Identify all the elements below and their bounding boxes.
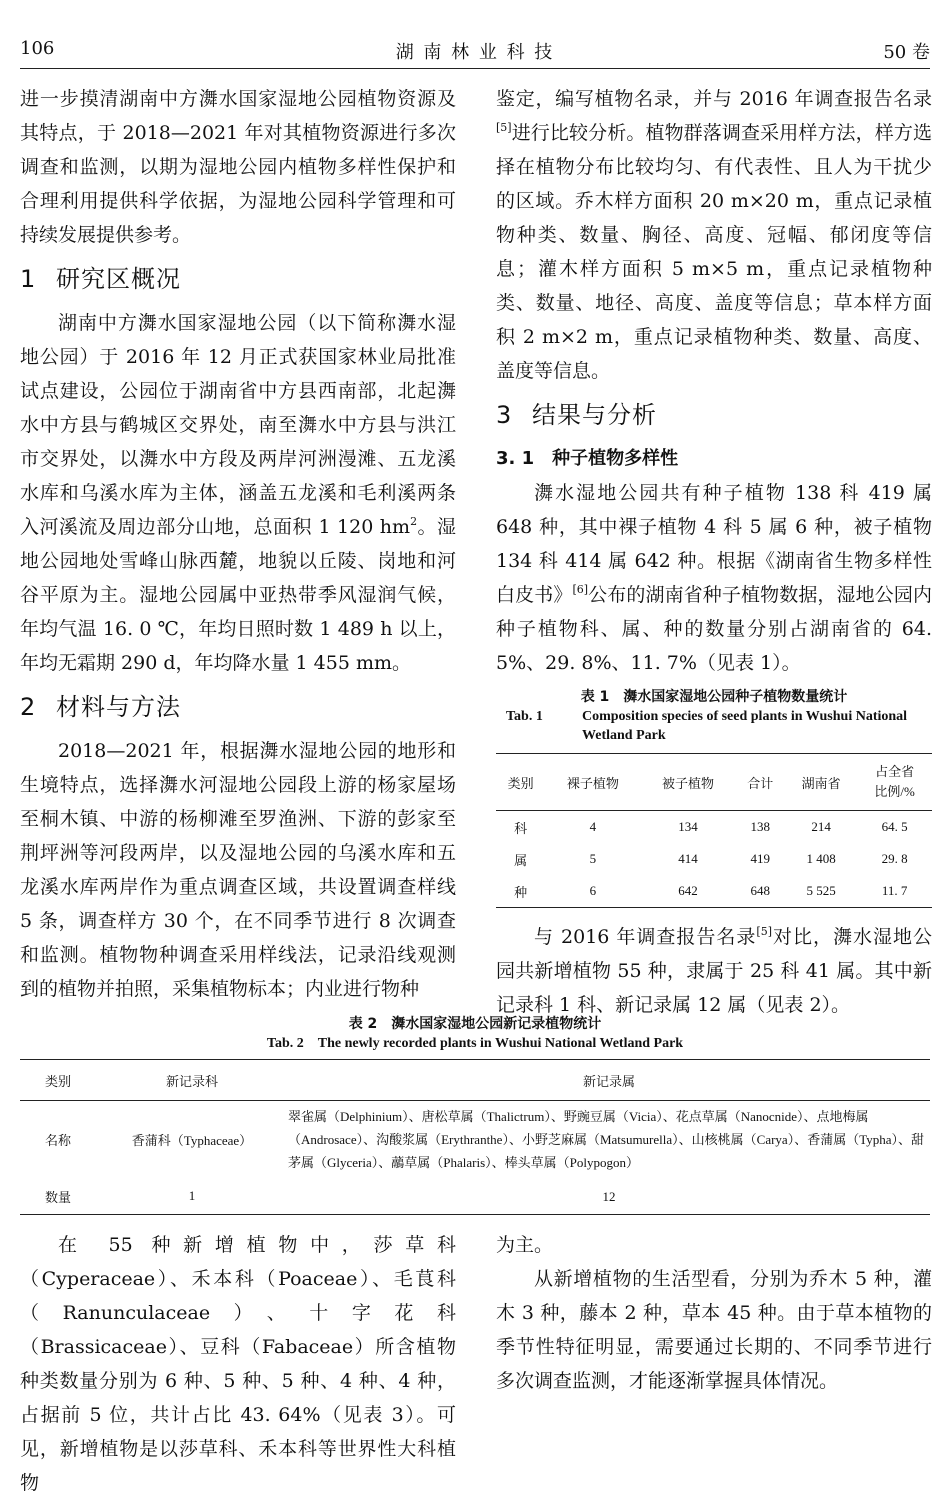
table-cell: 12 <box>288 1178 930 1215</box>
methods-paragraph: 2018—2021 年，根据㵲水湿地公园的地形和生境特点，选择㵲水河湿地公园段上游的杨家屋场至桐木镇、中游的杨柳滩至罗渔洲、下游的彭家至荆坪洲等河段两岸，以及湿地公园的乌溪水库和五龙溪水库两岸作为重点调查区域，共设置调查样线 5 条，调查样方 30 个，在不同季节进行 8 次调查和监测。植物物种调查采用样线法，记录沿线观测到的植物并拍照，采集植物标本；内业进行物种 <box>20 740 456 1000</box>
table-cell: 1 408 <box>806 851 836 866</box>
table-1-caption-en <box>496 707 932 745</box>
new-records-text-b: 对比，㵲水湿地公园共新增植物 55 种，隶属于 25 科 41 属。其中新记录科 1 科、新记录属 12 属（见表 2）。 <box>496 926 932 1016</box>
table-1 <box>496 753 932 908</box>
section-2-number: 2 <box>20 693 37 721</box>
seed-plant-text-b: 公布的湖南省种子植物数据，湿地公园内种子植物科、属、种的数量分别占湖南省的 64. 5%、29. 8%、11. 7%（见表 1）。 <box>496 584 932 674</box>
table-cell: 29. 8 <box>881 851 908 866</box>
seed-plant-paragraph <box>496 476 932 680</box>
citation-ref: [5] <box>756 925 773 938</box>
section-2-title: 材料与方法 <box>56 693 181 721</box>
table-cell: 属 <box>514 852 528 868</box>
section-1-number: 1 <box>20 265 37 293</box>
table-2-caption-cn: 表 2 㵲水国家湿地公园新记录植物统计 <box>348 1016 602 1032</box>
table-header: 类别 <box>20 1060 96 1101</box>
table-1-caption-text: Composition species of seed plants in Wushui National Wetland Park <box>582 709 908 743</box>
table-header: 湖南省 <box>785 754 857 811</box>
table-row <box>20 1178 930 1215</box>
table-cell: 数量 <box>20 1178 96 1215</box>
new-records-text-a: 与 2016 年调查报告名录 <box>534 926 757 948</box>
bottom-right-column <box>496 1228 932 1398</box>
study-area-text-a: 湖南中方㵲水国家湿地公园（以下简称㵲水湿地公园）于 2016 年 12 月正式获国家林业局批准试点建设，公园位于湖南省中方县西南部，北起㵲水中方县与鹤城区交界处，南至㵲水中方县与洪江市交界处，以㵲水中方段及两岸河洲漫滩、五龙溪水库和乌溪水库为主体，涵盖五龙溪和毛利溪两条入河溪流及周边部分山地，总面积 1 120 hm <box>20 312 456 538</box>
section-1-title: 研究区概况 <box>56 265 181 293</box>
table-row <box>496 843 932 875</box>
table-cell: 5 <box>589 851 597 866</box>
intro-paragraph: 进一步摸清湖南中方㵲水国家湿地公园植物资源及其特点，于 2018—2021 年对其植物资源进行多次调查和监测，以期为湿地公园内植物多样性保护和合理利用提供科学依据，为湿地公园科学管理和可持续发展提供参考。 <box>20 88 456 246</box>
table-cell: 种 <box>496 875 545 908</box>
life-form-paragraph: 从新增植物的生活型看，分别为乔木 5 种，灌木 3 种，藤本 2 种，草本 45 种。由于草本植物的季节性特征明显，需要通过长期的、不同季节进行多次调查监测，才能逐渐掌握具体情况。 <box>496 1268 932 1392</box>
citation-ref: [5] <box>496 121 512 134</box>
study-area-paragraph <box>20 306 456 680</box>
section-3-heading <box>496 398 932 432</box>
family-ranking-paragraph: 在 55 种新增植物中，莎草科（Cyperaceae）、禾本科（Poaceae）、毛茛科（Ranunculaceae）、十字花科（Brassicaceae）、豆科（Fabaceae）所含植物种类数量分别为 6 种、5 种、5 种、4 种、4 种，占据前 5 位，共计占比 43. 64%（见表 3）。可见，新增植物是以莎草科、禾本科等世界性大科植物 <box>20 1234 456 1494</box>
table-cell: 414 <box>678 851 698 866</box>
area-unit-superscript: 2 <box>410 515 418 528</box>
section-1-heading <box>20 262 456 296</box>
table-cell: 138 <box>750 819 771 834</box>
table-1-caption-label: Tab. 1 <box>506 709 543 724</box>
table-row <box>496 811 932 844</box>
table-header: 新记录属 <box>288 1060 930 1101</box>
table-header: 合计 <box>736 754 785 811</box>
table-1-caption-cn: 表 1 㵲水国家湿地公园种子植物数量统计 <box>580 689 848 705</box>
bottom-left-column <box>20 1228 456 1500</box>
table-header: 裸子植物 <box>545 754 640 811</box>
family-ranking-continued: 为主。 <box>496 1234 554 1256</box>
table-cell: 5 525 <box>785 875 857 908</box>
table-cell: 1 <box>96 1178 288 1215</box>
table-cell: 翠雀属（Delphinium）、唐松草属（Thalictrum）、野豌豆属（Vicia）、花点草属（Nanocnide）、点地梅属（Androsace）、沟酸浆属（Erythranthe）、小野芝麻属（Matsumurella）、山核桃属（Carya）、香蒲属（Typha）、甜茅属（Glyceria）、虉草属（Phalaris）、棒头草属（Polypogon） <box>288 1109 924 1170</box>
table-cell: 134 <box>678 819 698 834</box>
table-cell: 64. 5 <box>881 819 908 834</box>
table-header: 新记录科 <box>96 1060 288 1101</box>
subsection-3-1-title: 3. 1 种子植物多样性 <box>496 448 679 469</box>
page-number: 106 <box>20 38 55 59</box>
methods-continued-paragraph <box>496 82 932 388</box>
table-2-block <box>20 1015 930 1215</box>
table-header-row <box>496 754 932 811</box>
section-3-title: 结果与分析 <box>532 401 657 429</box>
citation-ref: [6] <box>572 583 589 596</box>
table-cell: 648 <box>736 875 785 908</box>
methods-text-b: 进行比较分析。植物群落调查采用样方法，样方选择在植物分布比较均匀、有代表性、且人为干扰少的区域。乔木样方面积 20 m×20 m，重点记录植物种类、数量、胸径、高度、冠幅、郁闭度等信息；灌木样方面积 5 m×5 m，重点记录植物种类、数量、地径、高度、盖度等信息；草本样方面积 2 m×2 m，重点记录植物种类、数量、高度、盖度等信息。 <box>496 122 932 382</box>
table-header: 类别 <box>496 754 545 811</box>
journal-title: 湖 南 林 业 科 技 <box>395 42 555 63</box>
left-column <box>20 82 456 1006</box>
table-header: 占全省 比例/% <box>857 754 932 811</box>
table-header: 被子植物 <box>640 754 735 811</box>
study-area-text-b: 。湿地公园地处雪峰山脉西麓，地貌以丘陵、岗地和河谷平原为主。湿地公园属中亚热带季风湿润气候，年均气温 16. 0 ℃，年均日照时数 1 489 h 以上，年均无霜期 290 d，年均降水量 1 455 mm。 <box>20 516 456 674</box>
table-cell: 科 <box>514 820 528 836</box>
table-cell: 名称 <box>44 1133 71 1148</box>
section-3-number: 3 <box>496 401 513 429</box>
table-header-row <box>20 1060 930 1101</box>
table-row <box>496 875 932 908</box>
table-cell: 11. 7 <box>857 875 932 908</box>
header-rule <box>20 68 930 69</box>
table-cell: 214 <box>811 819 831 834</box>
right-column <box>496 82 932 1022</box>
methods-text-a: 鉴定，编写植物名录，并与 2016 年调查报告名录 <box>496 88 932 110</box>
new-records-paragraph <box>496 920 932 1022</box>
table-2-caption-en: Tab. 2 The newly recorded plants in Wushui National Wetland Park <box>266 1036 684 1051</box>
table-2 <box>20 1059 930 1215</box>
seed-plant-text-a: 㵲水湿地公园共有种子植物 138 科 419 属 648 种，其中裸子植物 4 科 5 属 6 种，被子植物 134 科 414 属 642 种。根据《湖南省生物多样性白皮书》 <box>496 482 932 606</box>
section-2-heading <box>20 690 456 724</box>
table-cell: 642 <box>640 875 735 908</box>
table-cell: 419 <box>750 851 771 866</box>
table-cell: 香蒲科（Typhaceae） <box>131 1133 253 1148</box>
table-cell: 4 <box>589 819 597 834</box>
table-row <box>20 1101 930 1179</box>
table-cell: 6 <box>545 875 640 908</box>
volume-label: 50 卷 <box>883 42 930 63</box>
